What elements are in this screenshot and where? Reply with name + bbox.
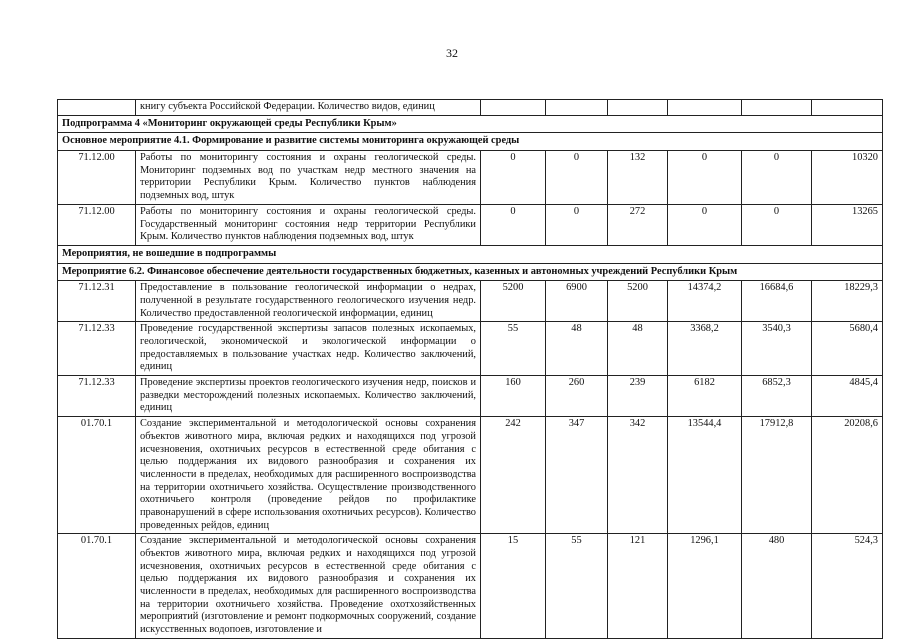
row-value: 0 — [742, 151, 812, 205]
table-row — [58, 281, 883, 322]
row-value: 0 — [481, 151, 546, 205]
row-value: 260 — [546, 376, 608, 417]
table-row — [58, 151, 883, 205]
row-description: Предоставление в пользование геологической информации о недрах, полученной в результате государственного геологического изучения недр. Количество предоставленной геологической информации, единиц — [136, 281, 481, 322]
row-code: 71.12.33 — [58, 322, 136, 376]
row-description: Работы по мониторингу состояния и охраны геологической среды. Государственный мониторинг состояния недр территории Республики Крым. Количество пунктов наблюдения подземных вод, штук — [136, 204, 481, 245]
row-code: 71.12.31 — [58, 281, 136, 322]
row-value: 13265 — [812, 204, 883, 245]
row-value: 121 — [608, 534, 668, 639]
row-code: 71.12.00 — [58, 151, 136, 205]
row-value: 10320 — [812, 151, 883, 205]
row-code: 71.12.33 — [58, 376, 136, 417]
table-row — [58, 322, 883, 376]
table-row — [58, 204, 883, 245]
row-value: 13544,4 — [668, 417, 742, 534]
row-value: 55 — [546, 534, 608, 639]
row-value: 160 — [481, 376, 546, 417]
row-value: 5680,4 — [812, 322, 883, 376]
row-value: 0 — [546, 204, 608, 245]
row-value: 17912,8 — [742, 417, 812, 534]
section-header — [58, 133, 883, 151]
row-description: Проведение экспертизы проектов геологического изучения недр, поисков и разведки месторождений полезных ископаемых. Количество заключений, единиц — [136, 376, 481, 417]
row-value: 524,3 — [812, 534, 883, 639]
row-description: Работы по мониторингу состояния и охраны геологической среды. Мониторинг подземных вод по участкам недр местного значения на территории Республики Крым. Количество пунктов наблюдения подземных вод, штук — [136, 151, 481, 205]
section-header — [58, 245, 883, 263]
row-value: 48 — [608, 322, 668, 376]
row-value: 342 — [608, 417, 668, 534]
row-value: 48 — [546, 322, 608, 376]
row-value: 0 — [546, 151, 608, 205]
table-row — [58, 534, 883, 639]
table-row — [58, 100, 883, 116]
row-value: 0 — [481, 204, 546, 245]
row-value: 347 — [546, 417, 608, 534]
row-description: Создание экспериментальной и методологической основы сохранения объектов животного мира, включая редких и находящихся под угрозой исчезновения, охотничьих ресурсов в естественной среде обитания с целью поддержания их видового разнообразия и сохранения их численности в пределах, необходимых для расширенного воспроизводства на территории охотничьего хозяйства. Осуществление производственного охотничьего контроля (проведение рейдов по профилактике правонарушений в сфере использования охотничьих ресурсов). Количество проведенных рейдов, единиц — [136, 417, 481, 534]
budget-table — [57, 99, 883, 639]
section-title: Мероприятие 6.2. Финансовое обеспечение деятельности государственных бюджетных, казенных и автономных учреждений Республики Крым — [58, 263, 883, 281]
row-value: 3368,2 — [668, 322, 742, 376]
table-row — [58, 376, 883, 417]
row-description: Создание экспериментальной и методологической основы сохранения объектов животного мира, включая редких и находящихся под угрозой исчезновения, охотничьих ресурсов в естественной среде обитания с целью поддержания их видового разнообразия и сохранения их численности в пределах, необходимых для расширенного воспроизводства на территории охотничьего хозяйства. Проведение охотхозяйственных мероприятий (изготовление и ремонт подкормочных сооружений, создание искусственных водопоев, изготовление и — [136, 534, 481, 639]
row-value: 6852,3 — [742, 376, 812, 417]
row-value: 55 — [481, 322, 546, 376]
row-value: 20208,6 — [812, 417, 883, 534]
row-value: 242 — [481, 417, 546, 534]
row-value: 132 — [608, 151, 668, 205]
row-value: 0 — [742, 204, 812, 245]
row-value: 239 — [608, 376, 668, 417]
row-code: 71.12.00 — [58, 204, 136, 245]
page-number: 32 — [446, 46, 458, 60]
row-value: 15 — [481, 534, 546, 639]
row-code: 01.70.1 — [58, 417, 136, 534]
row-value: 5200 — [481, 281, 546, 322]
table-row — [58, 417, 883, 534]
row-description: Проведение государственной экспертизы запасов полезных ископаемых, геологической, экономической и экологической информации о предоставляемых в пользование участках недр. Количество заключений, единиц — [136, 322, 481, 376]
row-code: 01.70.1 — [58, 534, 136, 639]
row-value: 14374,2 — [668, 281, 742, 322]
section-title: Основное мероприятие 4.1. Формирование и развитие системы мониторинга окружающей среды — [58, 133, 883, 151]
row-value: 1296,1 — [668, 534, 742, 639]
row-value: 0 — [668, 204, 742, 245]
section-title: Мероприятия, не вошедшие в подпрограммы — [58, 245, 883, 263]
row-value: 480 — [742, 534, 812, 639]
section-title: Подпрограмма 4 «Мониторинг окружающей среды Республики Крым» — [58, 115, 883, 133]
row-value: 0 — [668, 151, 742, 205]
section-header — [58, 263, 883, 281]
row-description: книгу субъекта Российской Федерации. Количество видов, единиц — [136, 100, 481, 116]
row-value: 4845,4 — [812, 376, 883, 417]
row-value: 272 — [608, 204, 668, 245]
section-header — [58, 115, 883, 133]
row-value: 6182 — [668, 376, 742, 417]
row-value: 6900 — [546, 281, 608, 322]
row-value: 3540,3 — [742, 322, 812, 376]
row-value: 18229,3 — [812, 281, 883, 322]
row-value: 5200 — [608, 281, 668, 322]
row-value: 16684,6 — [742, 281, 812, 322]
